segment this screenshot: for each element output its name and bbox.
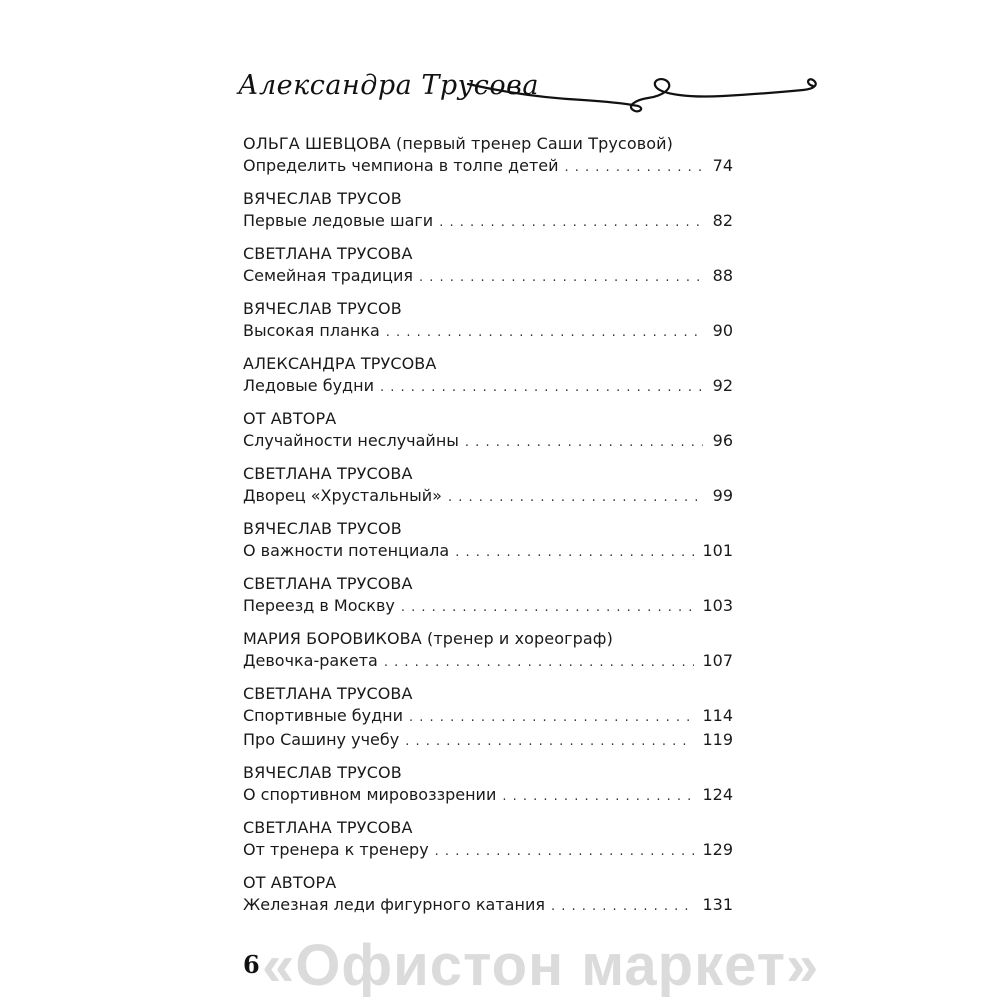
toc-leader-dots: [502, 786, 694, 808]
watermark: «Офистон маркет»: [262, 933, 820, 998]
toc-leader-dots: [551, 896, 694, 918]
toc-entry-page: 103: [702, 596, 733, 615]
toc-author-heading: СВЕТЛАНА ТРУСОВА: [243, 244, 413, 263]
toc-entry-page: 107: [702, 651, 733, 670]
running-header: [238, 62, 838, 122]
toc-entry: [243, 320, 733, 344]
toc-leader-dots: [386, 322, 703, 344]
toc-section: [243, 133, 733, 179]
toc-leader-dots: [465, 432, 703, 454]
toc-entry-page: 119: [702, 730, 733, 749]
toc-entry-title: Про Сашину учебу: [243, 730, 400, 749]
toc-entry: [243, 894, 733, 918]
toc-author-heading: ОТ АВТОРА: [243, 873, 337, 892]
toc-section: [243, 628, 733, 674]
toc-entry-page: 124: [702, 785, 733, 804]
toc-leader-dots: [401, 597, 695, 619]
page-number: 6: [243, 950, 260, 979]
toc-section: [243, 683, 733, 753]
toc-entry-title: Ледовые будни: [243, 376, 374, 395]
toc-section: [243, 353, 733, 399]
toc-author-heading: АЛЕКСАНДРА ТРУСОВА: [243, 354, 437, 373]
toc-entry-title: Первые ледовые шаги: [243, 211, 434, 230]
toc-entry-title: Случайности неслучайны: [243, 431, 459, 450]
table-of-contents: [243, 133, 733, 927]
toc-entry: [243, 705, 733, 729]
toc-section: [243, 762, 733, 808]
toc-entry-page: 114: [702, 706, 733, 725]
toc-entry-page: 131: [702, 895, 733, 914]
toc-entry: [243, 784, 733, 808]
toc-author-heading: ВЯЧЕСЛАВ ТРУСОВ: [243, 763, 402, 782]
header-title: Александра Трусова: [238, 70, 539, 101]
flourish-ornament-icon: [463, 62, 833, 117]
toc-entry: [243, 839, 733, 863]
toc-section: [243, 463, 733, 509]
toc-entry-title: О важности потенциала: [243, 541, 450, 560]
toc-section: [243, 872, 733, 918]
toc-leader-dots: [384, 652, 695, 674]
toc-entry-title: Девочка-ракета: [243, 651, 378, 670]
toc-entry: [243, 485, 733, 509]
toc-entry: [243, 265, 733, 289]
toc-leader-dots: [565, 157, 704, 179]
toc-author-heading: СВЕТЛАНА ТРУСОВА: [243, 464, 413, 483]
toc-author-heading: СВЕТЛАНА ТРУСОВА: [243, 684, 413, 703]
toc-author-heading: МАРИЯ БОРОВИКОВА (тренер и хореограф): [243, 629, 613, 648]
toc-entry-title: Переезд в Москву: [243, 596, 395, 615]
toc-entry-page: 82: [712, 211, 733, 230]
toc-author-heading: ВЯЧЕСЛАВ ТРУСОВ: [243, 189, 402, 208]
toc-section: [243, 573, 733, 619]
toc-section: [243, 817, 733, 863]
toc-leader-dots: [380, 377, 703, 399]
toc-leader-dots: [409, 707, 694, 729]
toc-leader-dots: [405, 731, 694, 753]
toc-leader-dots: [435, 841, 695, 863]
toc-entry-page: 90: [712, 321, 733, 340]
toc-entry-title: Высокая планка: [243, 321, 380, 340]
toc-entry: [243, 729, 733, 753]
toc-author-heading: ОЛЬГА ШЕВЦОВА (первый тренер Саши Трусовой): [243, 134, 673, 153]
toc-author-heading: ВЯЧЕСЛАВ ТРУСОВ: [243, 299, 402, 318]
toc-leader-dots: [439, 212, 703, 234]
toc-entry-page: 88: [712, 266, 733, 285]
toc-entry-title: От тренера к тренеру: [243, 840, 429, 859]
toc-entry: [243, 375, 733, 399]
toc-section: [243, 298, 733, 344]
toc-entry-page: 96: [712, 431, 733, 450]
toc-entry-title: Железная леди фигурного катания: [243, 895, 545, 914]
toc-section: [243, 188, 733, 234]
toc-entry-page: 101: [702, 541, 733, 560]
toc-section: [243, 518, 733, 564]
toc-entry-page: 99: [712, 486, 733, 505]
toc-entry: [243, 650, 733, 674]
toc-entry-title: Дворец «Хрустальный»: [243, 486, 442, 505]
toc-entry-page: 92: [712, 376, 733, 395]
toc-entry: [243, 430, 733, 454]
toc-entry: [243, 540, 733, 564]
toc-entry: [243, 595, 733, 619]
toc-author-heading: СВЕТЛАНА ТРУСОВА: [243, 574, 413, 593]
toc-section: [243, 408, 733, 454]
toc-leader-dots: [455, 542, 694, 564]
toc-author-heading: ВЯЧЕСЛАВ ТРУСОВ: [243, 519, 402, 538]
toc-author-heading: ОТ АВТОРА: [243, 409, 337, 428]
toc-leader-dots: [419, 267, 703, 289]
toc-entry-title: Определить чемпиона в толпе детей: [243, 156, 559, 175]
toc-entry: [243, 155, 733, 179]
toc-entry-title: Семейная традиция: [243, 266, 413, 285]
toc-entry: [243, 210, 733, 234]
toc-section: [243, 243, 733, 289]
toc-entry-page: 129: [702, 840, 733, 859]
toc-entry-page: 74: [712, 156, 733, 175]
toc-entry-title: О спортивном мировоззрении: [243, 785, 497, 804]
toc-leader-dots: [448, 487, 703, 509]
toc-entry-title: Спортивные будни: [243, 706, 404, 725]
toc-author-heading: СВЕТЛАНА ТРУСОВА: [243, 818, 413, 837]
